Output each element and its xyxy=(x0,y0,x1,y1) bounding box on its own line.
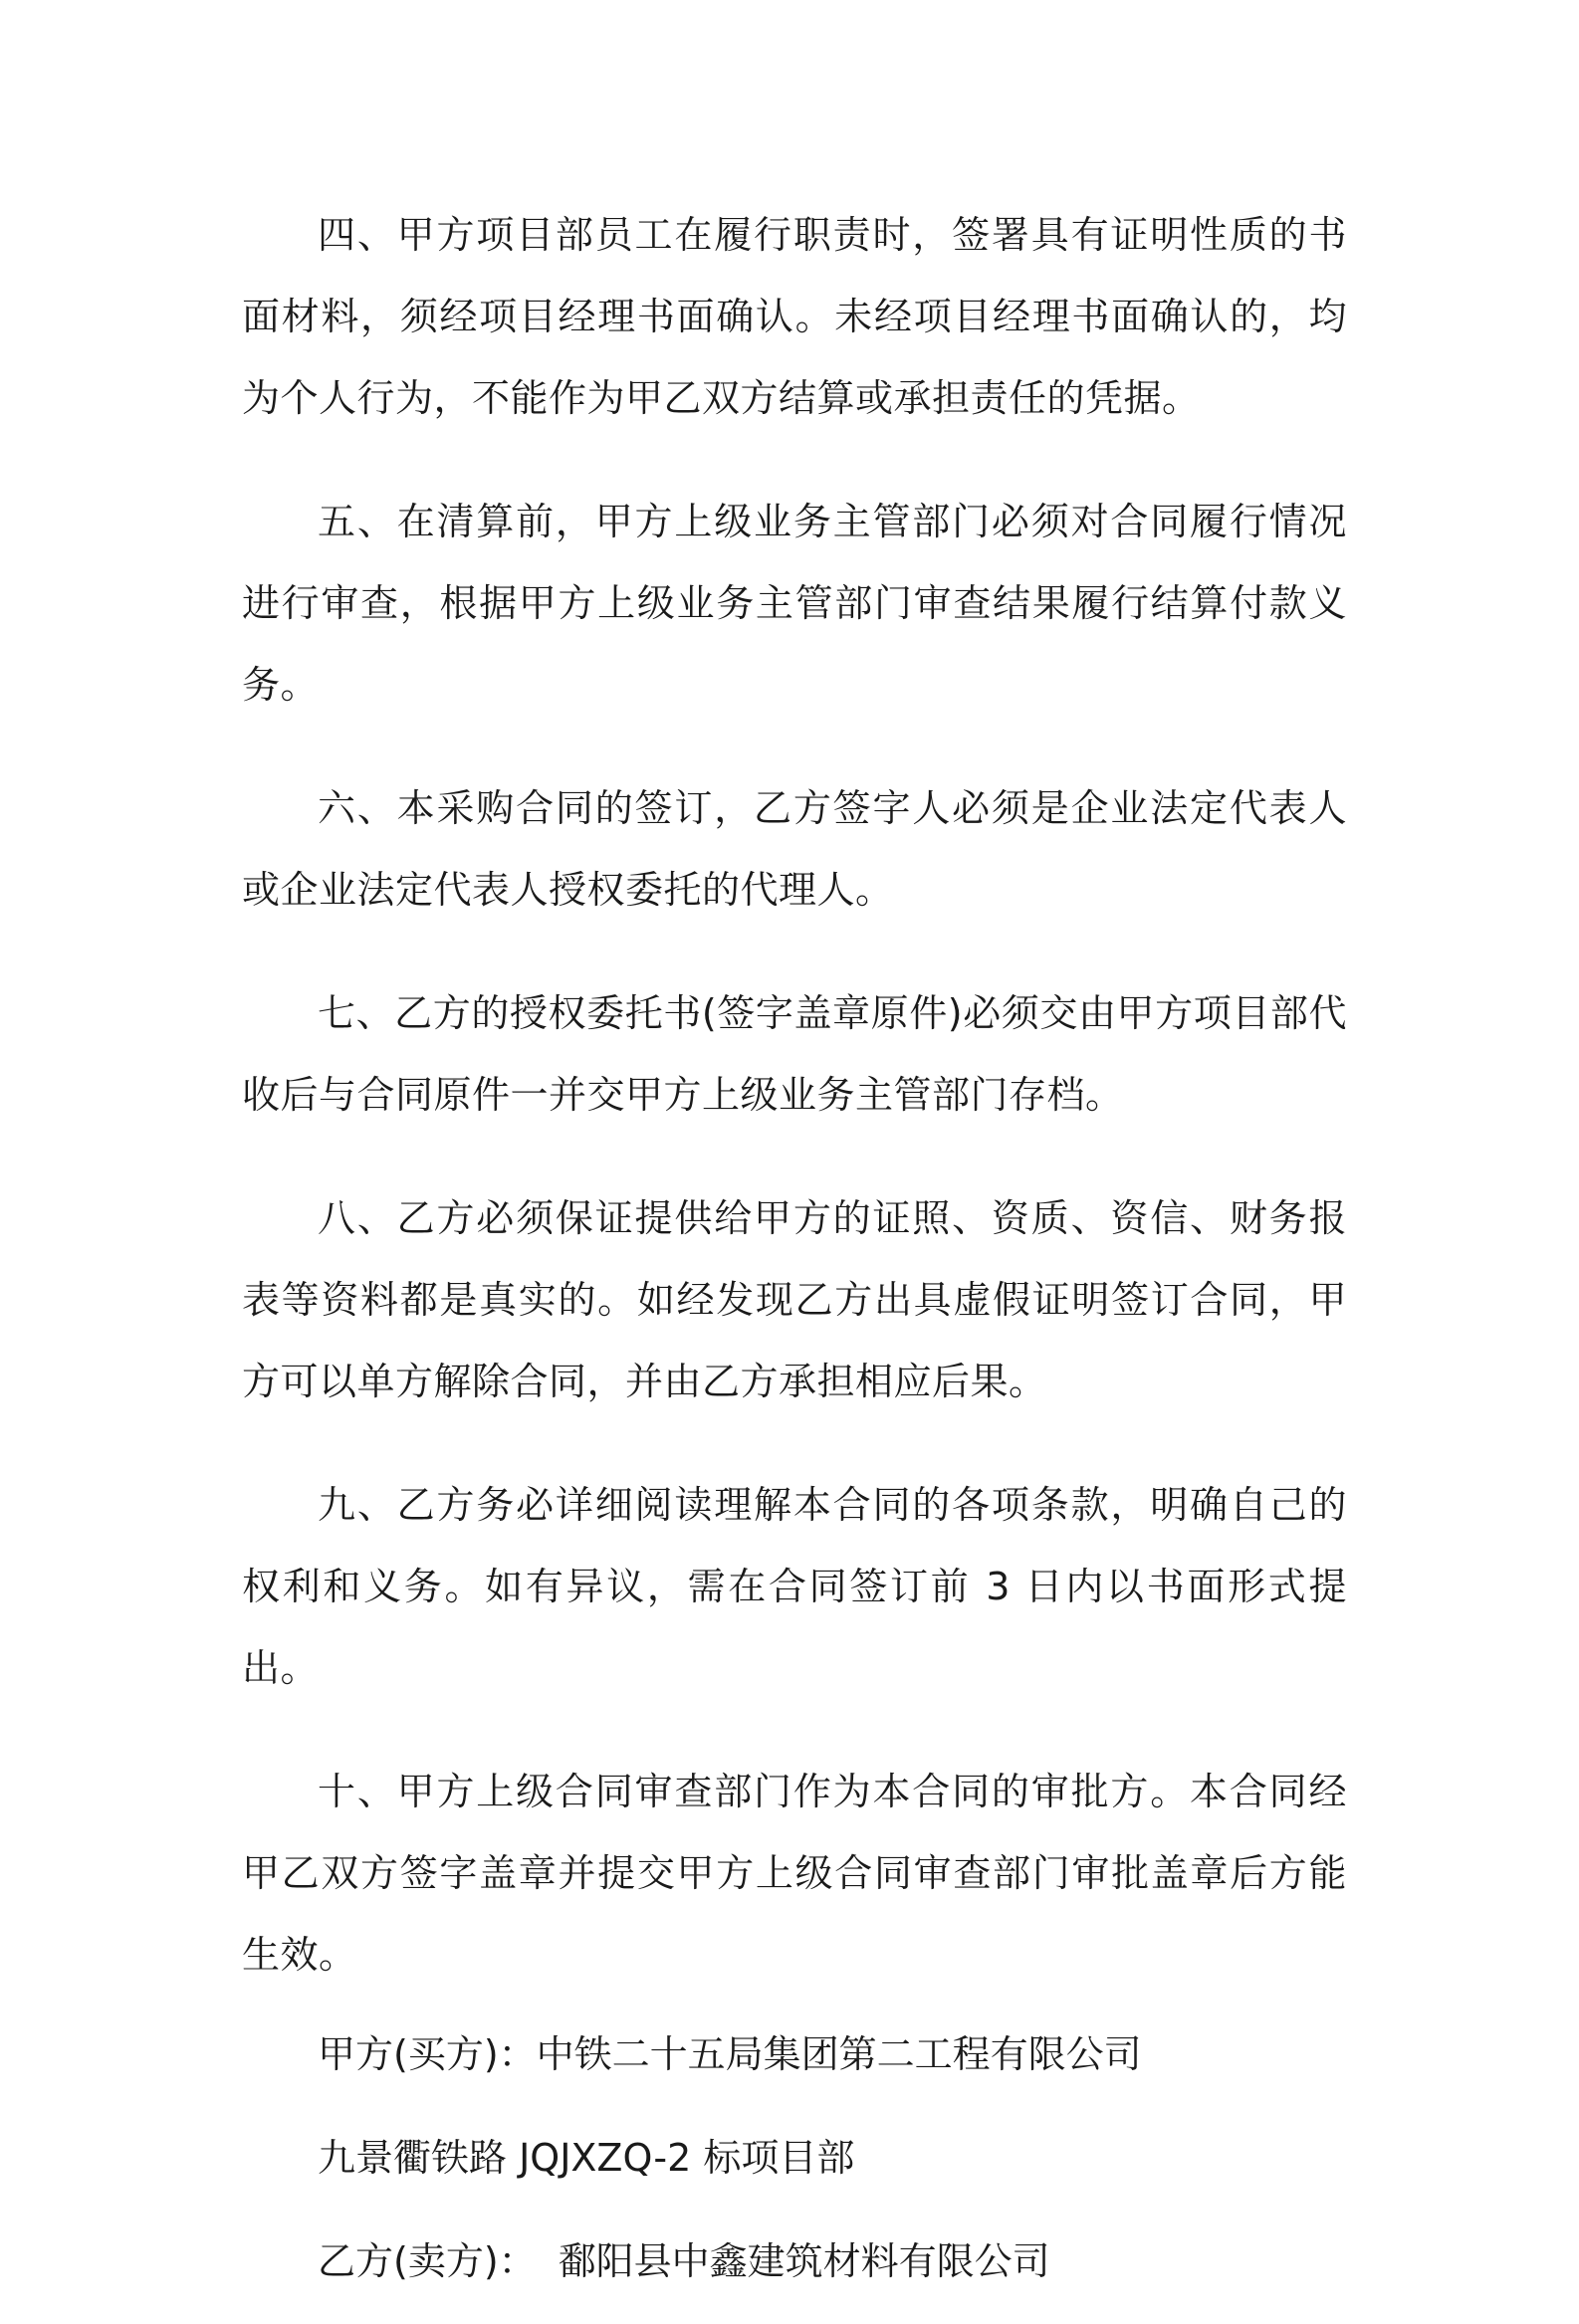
clause-7: 七、乙方的授权委托书(签字盖章原件)必须交由甲方项目部代收后与合同原件一并交甲方上级业务主管部门存档。 xyxy=(242,991,1347,1117)
party-a-name: 中铁二十五局集团第二工程有限公司 xyxy=(536,2032,1142,2076)
party-a-department-line xyxy=(242,2117,1347,2199)
clause-8: 八、乙方必须保证提供给甲方的证照、资质、资信、财务报表等资料都是真实的。如经发现乙方出具虚假证明签订合同，甲方可以单方解除合同，并由乙方承担相应后果。 xyxy=(242,1196,1347,1403)
clause-4: 四、甲方项目部员工在履行职责时，签署具有证明性质的书面材料，须经项目经理书面确认。未经项目经理书面确认的，均为个人行为，不能作为甲乙双方结算或承担责任的凭据。 xyxy=(242,213,1347,420)
party-b-name: 鄱阳县中鑫建筑材料有限公司 xyxy=(558,2239,1050,2283)
party-a-line xyxy=(242,2013,1347,2095)
party-b-label: 乙方(卖方)： xyxy=(318,2239,537,2283)
document-body xyxy=(242,194,1347,2324)
clause-10: 十、甲方上级合同审查部门作为本合同的审批方。本合同经甲乙双方签字盖章并提交甲方上级合同审查部门审批盖章后方能生效。 xyxy=(242,1770,1347,1977)
party-a-label: 甲方(买方)： xyxy=(318,2032,537,2076)
clause-6: 六、本采购合同的签订，乙方签字人必须是企业法定代表人或企业法定代表人授权委托的代理人。 xyxy=(242,786,1347,912)
clause-5: 五、在清算前，甲方上级业务主管部门必须对合同履行情况进行审查，根据甲方上级业务主管部门审查结果履行结算付款义务。 xyxy=(242,500,1347,707)
party-a-department: 九景衢铁路 JQJXZQ-2 标项目部 xyxy=(318,2136,855,2180)
clause-9: 九、乙方务必详细阅读理解本合同的各项条款，明确自己的权利和义务。如有异议，需在合同签订前 3 日内以书面形式提出。 xyxy=(242,1483,1347,1690)
party-b-line xyxy=(242,2220,1347,2302)
